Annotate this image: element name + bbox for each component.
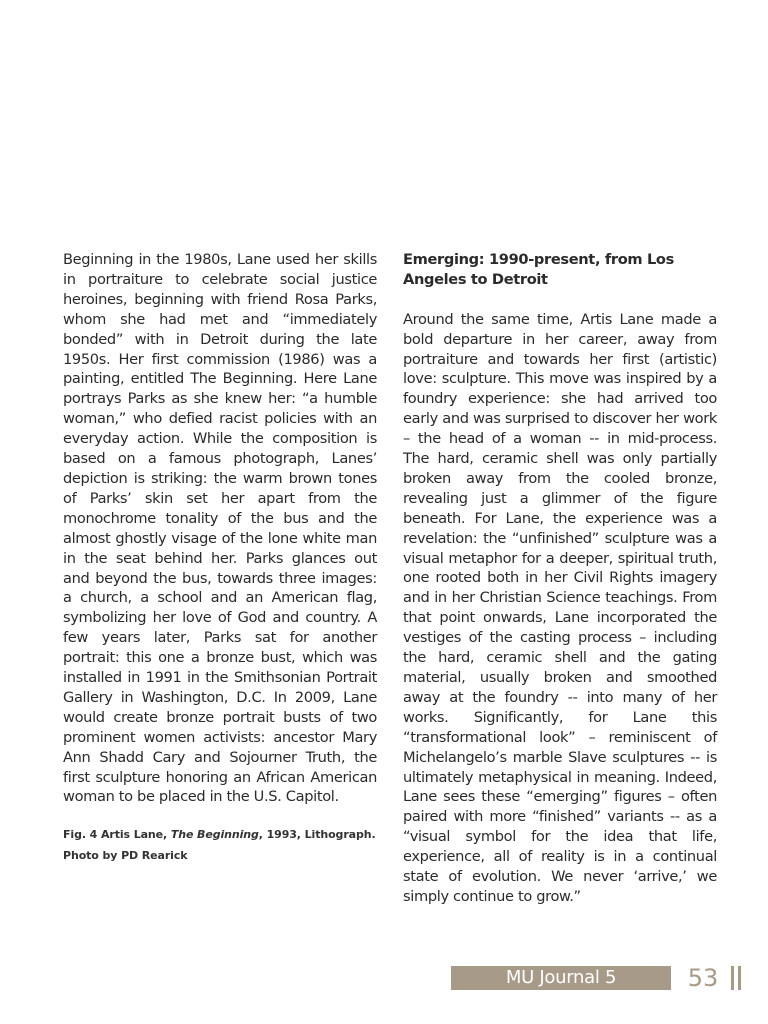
- caption-artwork-title: The Beginning: [170, 828, 259, 842]
- page-marker-bar-right: [738, 966, 741, 990]
- caption-prefix: Fig. 4 Artis Lane,: [63, 828, 171, 842]
- caption-suffix: , 1993, Lithograph. Photo by PD Rearick: [63, 828, 376, 863]
- page-marker-bar-left: [731, 966, 734, 990]
- section-heading: Emerging: 1990-present, from Los Angeles to Detroit: [403, 251, 674, 288]
- page-number: 53: [687, 964, 719, 992]
- body-paragraph-right: Around the same time, Artis Lane made a bold departure in her career, away from portraiture and towards her first (artistic) love: sculpture. This move was inspired by a foundry experience: she had arrived too early and was surprised to discover her work – the head of a woman -- in mid-process. The hard, ceramic shell was only partially broken away from the cooled bronze, revealing just a glimmer of the figure beneath. For Lane, the experience was a revelation: the “unfinished” sculpture was a visual metaphor for a deeper, spiritual truth, one rooted both in her Civil Rights imagery and in her Christian Science teachings. From that point onwards, Lane incorporated the vestiges of the casting process – including the hard, ceramic shell and the gating material, usually broken and smoothed away at the foundry -- into many of her works. Significantly, for Lane this “transformational look” – reminiscent of Michelangelo’s marble Slave sculptures -- is ultimately metaphysical in meaning. Indeed, Lane sees these “emerging” figures – often paired with more “finished” variants -- as a “visual symbol for the idea that life, experience, all of reality is in a continual state of evolution. We never ‘arrive,’ we simply continue to grow.”: [403, 310, 717, 905]
- figure-caption: [63, 824, 377, 866]
- journal-title-bar: MU Journal 5: [451, 966, 671, 990]
- right-column: [403, 250, 717, 907]
- left-column: [63, 250, 377, 866]
- body-paragraph-left: Beginning in the 1980s, Lane used her skills in portraiture to celebrate social justice heroines, beginning with friend Rosa Parks, whom she had met and “immediately bonded” with in Detroit during the late 1950s. Her first commission (1986) was a painting, entitled The Beginning. Here Lane portrays Parks as she knew her: “a humble woman,” who defied racist policies with an everyday action. While the composition is based on a famous photograph, Lanes’ depiction is striking: the warm brown tones of Parks’ skin set her apart from the monochrome tonality of the bus and the almost ghostly visage of the lone white man in the seat behind her. Parks glances out and beyond the bus, towards three images: a church, a school and an American flag, symbolizing her love of God and country. A few years later, Parks sat for another portrait: this one a bronze bust, which was installed in 1991 in the Smithsonian Portrait Gallery in Washington, D.C. In 2009, Lane would create bronze portrait busts of two prominent women activists: ancestor Mary Ann Shadd Cary and Sojourner Truth, the first sculpture honoring an African American woman to be placed in the U.S. Capitol.: [63, 251, 377, 806]
